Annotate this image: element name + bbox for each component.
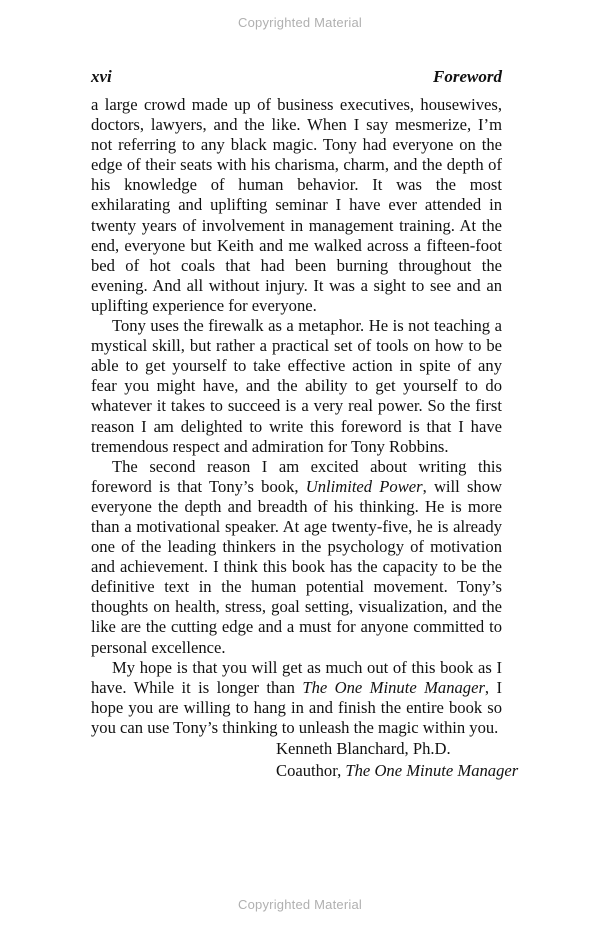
paragraph-1: a large crowd made up of business executives, housewives, doctors, lawyers, and the like. When I say mesmerize, I’m not referring to any black magic. Tony had everyone on the edge of their seats with his charisma, charm, and the depth of his knowledge of human behavior. It was the most exhilarating and uplifting seminar I have ever attended in twenty years of involvement in management training. At the end, everyone but Keith and me walked across a fifteen-foot bed of hot coals that had been burning throughout the evening. And all without injury. It was a sight to see and an uplifting experience for everyone. xyxy=(91,95,502,315)
foreword-body xyxy=(91,95,502,738)
copyright-watermark-top: Copyrighted Material xyxy=(238,15,362,30)
paragraph-3 xyxy=(91,457,502,658)
author-role xyxy=(276,760,518,782)
author-book-title: The One Minute Manager xyxy=(345,761,519,780)
book-title-unlimited-power: Unlimited Power xyxy=(305,476,423,496)
author-name: Kenneth Blanchard, Ph.D. xyxy=(276,739,451,758)
paragraph-3-part-a: The second reason I am excited about writing this foreword is that Tony’s book, xyxy=(91,456,502,496)
paragraph-3-part-b: , will show everyone the depth and breadth of his thinking. He is more than a motivational speaker. At age twenty-five, he is already one of the leading thinkers in the psychology of motivation and achievement. I think this book has the capacity to be the definitive text in the human potential movement. Tony’s thoughts on health, stress, goal setting, visualization, and the like are the cutting edge and a must for anyone committed to personal excellence. xyxy=(91,476,502,657)
running-head xyxy=(91,67,502,87)
copyright-watermark-bottom: Copyrighted Material xyxy=(238,897,362,912)
page-number: xvi xyxy=(91,67,112,86)
paragraph-4 xyxy=(91,658,502,738)
signature-block xyxy=(276,738,518,782)
paragraph-4-part-a: My hope is that you will get as much out of this book as I have. While it is longer than xyxy=(91,657,502,697)
author-role-prefix: Coauthor, xyxy=(276,761,342,780)
chapter-title: Foreword xyxy=(433,67,502,86)
paragraph-4-part-b: , I hope you are willing to hang in and finish the entire book so you can use Tony’s thinking to unleash the magic within you. xyxy=(91,677,502,737)
paragraph-2: Tony uses the firewalk as a metaphor. He is not teaching a mystical skill, but rather a practical set of tools on how to be able to get yourself to take effective action in spite of any fear you might have, and the ability to get yourself to do whatever it takes to succeed is a very real power. So the first reason I am delighted to write this foreword is that I have tremendous respect and admiration for Tony Robbins. xyxy=(91,316,502,456)
book-title-one-minute-manager: The One Minute Manager xyxy=(302,677,485,697)
